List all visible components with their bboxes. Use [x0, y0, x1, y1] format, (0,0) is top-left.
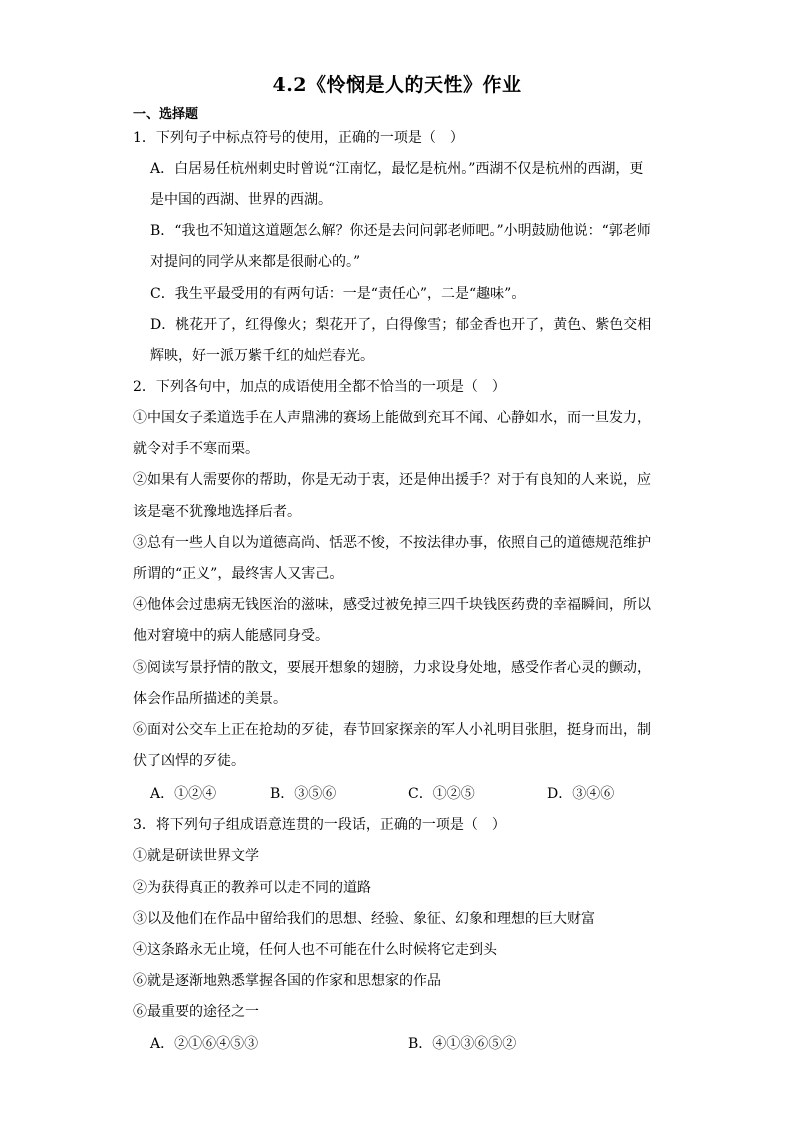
- question-2-item-2: ②如果有人需要你的帮助，你是无动于衷，还是伸出援手？对于有良知的人来说，应: [133, 472, 651, 488]
- question-2-item-1: ①中国女子柔道选手在人声鼎沸的赛场上能做到充耳不闻、心静如水，而一旦发力，: [133, 410, 651, 426]
- question-1-option-b-cont: 对提问的同学从来都是很耐心的。”: [150, 254, 361, 270]
- question-2-item-4: ④他体会过患病无钱医治的滋味，感受过被免掉三四千块钱医药费的幸福瞬间，所以: [133, 597, 651, 613]
- question-3-sentence-1: ①就是研读世界文学: [133, 848, 259, 864]
- question-2-item-3-cont: 所谓的“正义”，最终害人又害己。: [133, 566, 344, 582]
- question-1-option-c: C．我生平最受用的有两句话：一是“责任心”，二是“趣味”。: [150, 286, 526, 302]
- question-1-option-d-cont: 辉映，好一派万紫千红的灿烂春光。: [150, 348, 374, 364]
- question-3-stem: 3．将下列句子组成语意连贯的一段话，正确的一项是（ ）: [133, 817, 506, 833]
- question-3-sentence-5: ⑥就是逐渐地熟悉掌握各国的作家和思想家的作品: [133, 973, 441, 989]
- question-1-option-b: B．“我也不知道这道题怎么解？你还是去问问郭老师吧。”小明鼓励他说：“郭老师: [150, 223, 651, 239]
- question-2-choice-d[interactable]: D．③④⑥: [547, 786, 615, 802]
- page-title: 4.2《怜悯是人的天性》作业: [272, 74, 522, 96]
- question-2-item-5-cont: 体会作品所描述的美景。: [133, 691, 287, 707]
- question-2-item-1-cont: 就令对手不寒而栗。: [133, 441, 259, 457]
- question-2-item-6-cont: 伏了凶悍的歹徒。: [133, 753, 245, 769]
- question-3-sentence-2: ②为获得真正的教养可以走不同的道路: [133, 880, 371, 896]
- question-1-stem: 1．下列句子中标点符号的使用，正确的一项是（ ）: [133, 130, 464, 146]
- question-1-option-d: D．桃花开了，红得像火；梨花开了，白得像雪；郁金香也开了，黄色、紫色交相: [150, 317, 652, 333]
- question-3-choice-b[interactable]: B．④①③⑥⑤②: [408, 1036, 517, 1052]
- question-3-sentence-3: ③以及他们在作品中留给我们的思想、经验、象征、幻象和理想的巨大财富: [133, 911, 595, 927]
- question-2-choice-c[interactable]: C．①②⑤: [408, 786, 475, 802]
- question-1-option-a-cont: 是中国的西湖、世界的西湖。: [150, 192, 332, 208]
- question-3-sentence-4: ④这条路永无止境，任何人也不可能在什么时候将它走到头: [133, 942, 497, 958]
- question-2-item-3: ③总有一些人自以为道德高尚、恬恶不悛，不按法律办事，依照自己的道德规范维护: [133, 535, 651, 551]
- question-1-option-a: A．白居易任杭州刺史时曾说“江南忆，最忆是杭州。”西湖不仅是杭州的西湖，更: [150, 161, 644, 177]
- question-2-item-2-cont: 该是毫不犹豫地选择后者。: [133, 504, 301, 520]
- question-3-sentence-6: ⑥最重要的途径之一: [133, 1004, 259, 1020]
- question-2-choice-a[interactable]: A．①②④: [150, 786, 217, 802]
- question-2-stem: 2．下列各句中，加点的成语使用全都不恰当的一项是（ ）: [133, 379, 506, 395]
- section-heading: 一、选择题: [133, 107, 199, 122]
- question-2-item-6: ⑥面对公交车上正在抢劫的歹徒，春节回家探亲的军人小礼明目张胆，挺身而出，制: [133, 722, 651, 738]
- question-2-item-4-cont: 他对窘境中的病人能感同身受。: [133, 628, 329, 644]
- question-2-choice-b[interactable]: B．③⑤⑥: [270, 786, 337, 802]
- question-3-choice-a[interactable]: A．②①⑥④⑤③: [150, 1036, 259, 1052]
- question-2-item-5: ⑤阅读写景抒情的散文，要展开想象的翅膀，力求设身处地，感受作者心灵的颤动，: [133, 660, 651, 676]
